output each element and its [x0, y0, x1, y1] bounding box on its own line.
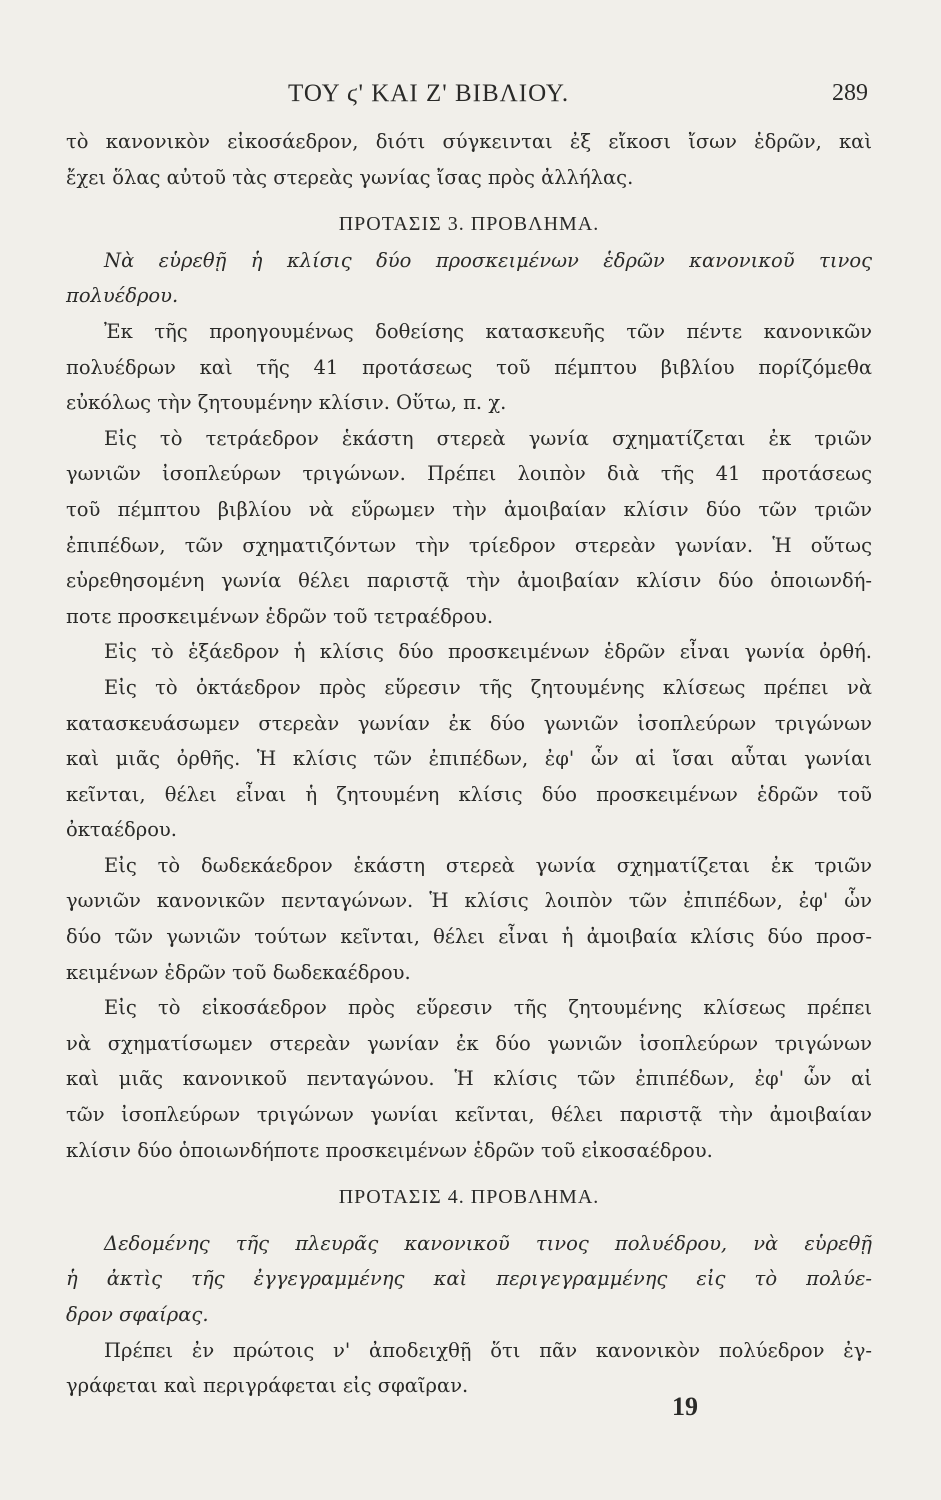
text-line: εὑρεθησομένη γωνία θέλει παριστᾷ τὴν ἀμοιβαίαν κλίσιν δύο ὁποιωνδή- [66, 569, 872, 593]
text-line: τῶν ἰσοπλεύρων τριγώνων γωνίαι κεῖνται, θέλει παριστᾷ τὴν ἀμοιβαίαν [66, 1103, 872, 1127]
text-line: ἐπιπέδων, τῶν σχηματιζόντων τὴν τρίεδρον στερεὰν γωνίαν. Ἡ οὕτως [66, 533, 872, 557]
body-text [66, 124, 872, 1404]
text-line: πολυέδρου. [66, 284, 179, 308]
header-title: ΤΟΥ ϛ' ΚΑΙ Ζ' ΒΙΒΛΙΟΥ. [288, 80, 570, 107]
text-line: γωνιῶν κανονικῶν πενταγώνων. Ἡ κλίσις λοιπὸν τῶν ἐπιπέδων, ἐφ' ὧν [66, 889, 872, 913]
text-line: γράφεται καὶ περιγράφεται εἰς σφαῖραν. [66, 1374, 469, 1398]
text-line: ἡ ἀκτὶς τῆς ἐγγεγραμμένης καὶ περιγεγραμμένης εἰς τὸ πολύε- [66, 1267, 872, 1291]
text-line: γωνιῶν ἰσοπλεύρων τριγώνων. Πρέπει λοιπὸν διὰ τῆς 41 προτάσεως [66, 462, 872, 486]
text-line: Εἰς τὸ εἰκοσάεδρον πρὸς εὕρεσιν τῆς ζητουμένης κλίσεως πρέπει [104, 996, 872, 1020]
text-line: ποτε προσκειμένων ἑδρῶν τοῦ τετραέδρου. [66, 604, 494, 628]
text-line: Εἰς τὸ ὀκτάεδρον πρὸς εὕρεσιν τῆς ζητουμένης κλίσεως πρέπει νὰ [104, 675, 872, 699]
text-line: κατασκευάσωμεν στερεὰν γωνίαν ἐκ δύο γωνιῶν ἰσοπλεύρων τριγώνων [66, 711, 872, 735]
signature-mark: 19 [672, 1392, 698, 1421]
text-line: ὀκταέδρου. [66, 818, 177, 842]
text-line: δύο τῶν γωνιῶν τούτων κεῖνται, θέλει εἶναι ἡ ἀμοιβαία κλίσις δύο προσ- [66, 925, 872, 949]
page-number: 289 [832, 80, 868, 106]
text-line: Εἰς τὸ ἑξάεδρον ἡ κλίσις δύο προσκειμένων ἑδρῶν εἶναι γωνία ὀρθή. [104, 640, 872, 664]
text-line: Δεδομένης τῆς πλευρᾶς κανονικοῦ τινος πολυέδρου, νὰ εὑρεθῇ [104, 1231, 872, 1255]
text-line: τὸ κανονικὸν εἰκοσάεδρον, διότι σύγκεινται ἐξ εἴκοσι ἴσων ἑδρῶν, καὶ [66, 130, 872, 153]
text-line: καὶ μιᾶς ὀρθῆς. Ἡ κλίσις τῶν ἐπιπέδων, ἐφ' ὧν αἱ ἴσαι αὗται γωνίαι [66, 747, 872, 771]
running-header [68, 80, 868, 112]
text-line: Νὰ εὑρεθῇ ἡ κλίσις δύο προσκειμένων ἑδρῶν κανονικοῦ τινος [104, 248, 872, 272]
text-line: κεῖνται, θέλει εἶναι ἡ ζητουμένη κλίσις δύο προσκειμένων ἑδρῶν τοῦ [66, 782, 872, 806]
text-line: εὐκόλως τὴν ζητουμένην κλίσιν. Οὕτω, π. χ. [66, 391, 507, 415]
text-line: κλίσιν δύο ὁποιωνδήποτε προσκειμένων ἑδρῶν τοῦ εἰκοσαέδρου. [66, 1138, 713, 1162]
text-line: ἔχει ὅλας αὐτοῦ τὰς στερεὰς γωνίας ἴσας πρὸς ἀλλήλας. [66, 165, 634, 189]
section-heading: ΠΡΟΤΑΣΙΣ 4. ΠΡΟΒΛΗΜΑ. [338, 1186, 600, 1209]
text-line: καὶ μιᾶς κανονικοῦ πενταγώνου. Ἡ κλίσις τῶν ἐπιπέδων, ἐφ' ὧν αἱ [66, 1067, 872, 1091]
text-line: πολυέδρων καὶ τῆς 41 προτάσεως τοῦ πέμπτου βιβλίου πορίζόμεθα [66, 355, 872, 379]
text-line: Εἰς τὸ δωδεκάεδρον ἑκάστη στερεὰ γωνία σχηματίζεται ἐκ τριῶν [104, 853, 872, 877]
text-line: κειμένων ἑδρῶν τοῦ δωδεκαέδρου. [66, 960, 411, 984]
text-line: δρον σφαίρας. [66, 1303, 209, 1326]
text-line: Ἐκ τῆς προηγουμένως δοθείσης κατασκευῆς τῶν πέντε κανονικῶν [104, 319, 872, 343]
text-line: τοῦ πέμπτου βιβλίου νὰ εὕρωμεν τὴν ἀμοιβαίαν κλίσιν δύο τῶν τριῶν [66, 497, 872, 521]
text-line: νὰ σχηματίσωμεν στερεὰν γωνίαν ἐκ δύο γωνιῶν ἰσοπλεύρων τριγώνων [66, 1031, 872, 1055]
text-line: Εἰς τὸ τετράεδρον ἑκάστη στερεὰ γωνία σχηματίζεται ἐκ τριῶν [104, 426, 872, 450]
section-heading: ΠΡΟΤΑΣΙΣ 3. ΠΡΟΒΛΗΜΑ. [338, 213, 600, 236]
text-line: Πρέπει ἐν πρώτοις ν' ἀποδειχθῇ ὅτι πᾶν κανονικὸν πολύεδρον ἐγ- [104, 1338, 872, 1362]
